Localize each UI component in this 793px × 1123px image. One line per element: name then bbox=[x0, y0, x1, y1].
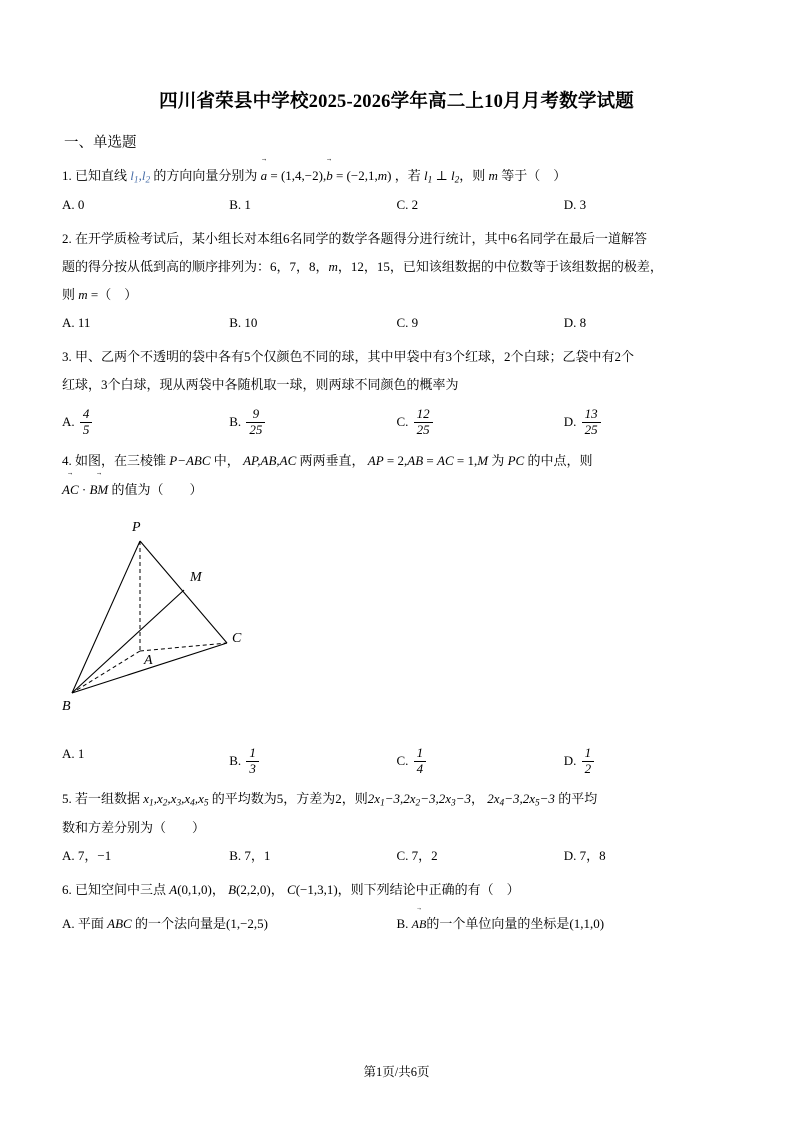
question-1: 1. 已知直线 $l_1,l_2$ 的方向向量分别为 a → = (1,4,−2),b → = (−2,1,m) ，若 $l_1$ ⊥ $l_2$，则 m 等于（ ） A. 0 B. 1 C. 2 D. 3 bbox=[62, 162, 731, 218]
q6-vector-ab: AB → bbox=[412, 911, 427, 936]
section-heading: 一、单选题 bbox=[64, 135, 137, 151]
question-3 bbox=[62, 344, 731, 438]
q3-options bbox=[62, 408, 731, 438]
figure-label-A: A bbox=[144, 653, 153, 669]
q4-line2: 的值为（ ） bbox=[111, 482, 203, 498]
q5-option-d[interactable]: D. 7，8 bbox=[563, 847, 606, 863]
figure-label-P: P bbox=[132, 520, 141, 536]
q5-number: 5. bbox=[62, 790, 72, 806]
question-5 bbox=[62, 786, 731, 869]
q1-number: 1. bbox=[62, 168, 72, 183]
q6-line1: 已知空间中三点 A(0,1,0)， B(2,2,0)， C(−1,3,1)，则下列结论中正确的有（ ） bbox=[75, 881, 520, 897]
question-2: 2. 在开学质检考试后，某小组长对本组6名同学的数学各题得分进行统计，其中6名同学在最后一道解答 题的得分按从低到高的顺序排列为：6，7，8，m，12，15，已知该组数据的中位数等于该组数据的极差， 则 m =（ ） A. 11 B. 10 C. 9 D. 8 bbox=[62, 226, 731, 336]
q4-option-a[interactable]: A. 1 bbox=[62, 746, 85, 762]
q1-stem-prefix: 已知直线 bbox=[75, 168, 128, 183]
tetrahedron-figure bbox=[62, 509, 731, 743]
q4-option-c[interactable]: C. $\frac{1}{4}$ bbox=[397, 747, 564, 777]
q4-option-b[interactable]: B. $\frac{1}{3}$ bbox=[229, 747, 396, 777]
q6-options bbox=[62, 911, 731, 937]
q1-option-a[interactable]: A. 0 bbox=[62, 197, 85, 213]
q5-option-c[interactable]: C. 7，2 bbox=[396, 847, 438, 863]
page-title: 四川省荣县中学校2025-2026学年高二上10月月考数学试题 bbox=[159, 92, 634, 112]
q1-option-d[interactable]: D. 3 bbox=[563, 197, 587, 213]
q3-line2: 红球，3个白球，现从两袋中各随机取一球，则两球不同颜色的概率为 bbox=[62, 377, 459, 393]
figure-label-B: B bbox=[62, 699, 71, 715]
q2-option-a[interactable]: A. 11 bbox=[62, 315, 91, 331]
q2-option-b[interactable]: B. 10 bbox=[229, 315, 258, 331]
figure-label-C: C bbox=[232, 631, 242, 647]
q3-option-d[interactable]: D. $\frac{13}{25}$ bbox=[564, 408, 731, 438]
q2-option-d[interactable]: D. 8 bbox=[563, 315, 587, 331]
q1-options bbox=[62, 192, 731, 218]
question-4 bbox=[62, 448, 731, 777]
q1-line-symbols: $l_1,l_2$ bbox=[130, 168, 151, 186]
q2-m-symbol: m bbox=[328, 259, 338, 275]
q2-line2b: ，12，15，已知该组数据的中位数等于该组数据的极差， bbox=[337, 259, 663, 275]
q6-option-a[interactable]: A. 平面 ABC 的一个法向量是(1,−2,5) bbox=[62, 915, 268, 931]
q1-option-b[interactable]: B. 1 bbox=[229, 197, 251, 213]
q3-option-a[interactable]: A. $\frac{4}{5}$ bbox=[62, 408, 229, 438]
q3-option-c[interactable]: C. $\frac{12}{25}$ bbox=[397, 408, 564, 438]
q4-options bbox=[62, 747, 731, 777]
q2-number: 2. bbox=[62, 231, 72, 247]
page-footer: 第1页/共6页 bbox=[363, 1065, 430, 1079]
question-6 bbox=[62, 877, 731, 937]
q5-options bbox=[62, 843, 731, 869]
q4-option-d[interactable]: D. $\frac{1}{2}$ bbox=[564, 747, 731, 777]
q1-vectors: a → = (1,4,−2),b → = (−2,1,m) bbox=[261, 168, 392, 183]
q1-option-c[interactable]: C. 2 bbox=[396, 197, 419, 213]
q2-option-c[interactable]: C. 9 bbox=[396, 315, 419, 331]
q2-line1: 在开学质检考试后，某小组长对本组6名同学的数学各题得分进行统计，其中6名同学在最后一道解答 bbox=[75, 231, 648, 247]
q1-stem-mid: 的方向向量分别为 bbox=[153, 168, 258, 183]
q6-option-b-text: 的一个单位向量的坐标是 bbox=[426, 915, 570, 931]
q6-option-b[interactable]: B. AB →的一个单位向量的坐标是(1,1,0) bbox=[397, 911, 732, 937]
q4-line1: 如图，在三棱锥 P−ABC 中， AP,AB,AC 两两垂直， AP = 2,AB = AC = 1,M 为 PC 的中点，则 bbox=[75, 453, 593, 469]
q2-line2a: 题的得分按从低到高的顺序排列为：6，7，8， bbox=[62, 259, 329, 275]
q6-option-a-text: 平面 ABC 的一个法向量是 bbox=[77, 915, 226, 931]
q5-option-a[interactable]: A. 7，−1 bbox=[62, 847, 112, 863]
q5-line1: 若一组数据 $x_1,x_2,x_3,x_4,x_5$ 的平均数为5，方差为2，则$2x_1-3,2x_2-3,2x_3-3$， $2x_4-3,2x_5-3$ 的平均 bbox=[75, 790, 598, 809]
q3-option-b[interactable]: B. $\frac{9}{25}$ bbox=[229, 408, 396, 438]
q5-line2: 数和方差分别为（ ） bbox=[62, 819, 206, 835]
q3-number: 3. bbox=[62, 349, 72, 365]
q3-line1: 甲、乙两个不透明的袋中各有5个仅颜色不同的球，其中甲袋中有3个红球，2个白球；乙袋中有2个 bbox=[75, 349, 635, 365]
q5-option-b[interactable]: B. 7，1 bbox=[229, 847, 271, 863]
q4-number: 4. bbox=[62, 453, 72, 469]
q2-options bbox=[62, 310, 731, 336]
q4-expression: AC → · BM → bbox=[62, 482, 108, 497]
q6-number: 6. bbox=[62, 881, 72, 897]
figure-label-M: M bbox=[190, 570, 202, 586]
